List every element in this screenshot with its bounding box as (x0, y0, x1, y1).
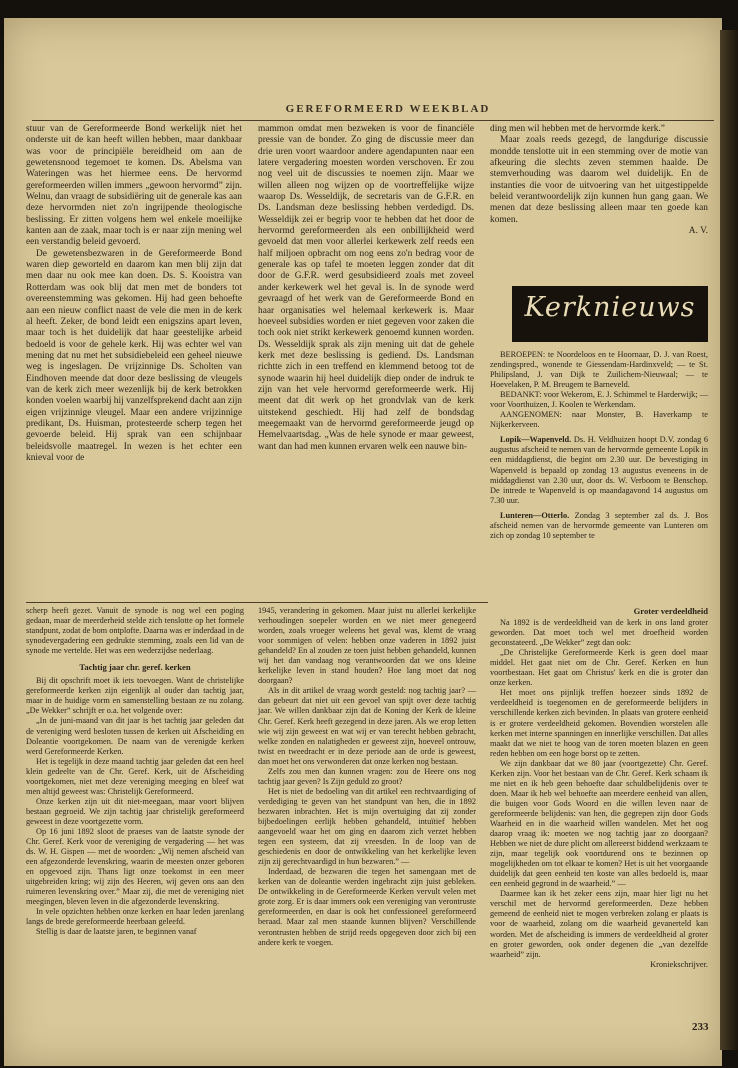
lower-column-1 (26, 606, 244, 938)
paragraph: We zijn dankbaar dat we 80 jaar (voortgezette) Chr. Geref. Kerken zijn. Voor het bestaan van de Chr. Geref. Kerk schaam ik me niet en ik heb geen behoefte daar schuldbelijdenis over te doen. Maar ik heb wel behoefte aan meerdere eenheid van allen, die buigen voor Gods Woord en die willen leven naar de gereformeerde belijdenis: van hen, die gegrepen zijn door Gods Waarheid en in die waarheid willen wandelen. Met het oog daarop vraag ik: moeten we nog tachtig jaar zo doorgaan? Hebben we niet de dure plicht om allereerst biddend werkzaam te zijn, maar tegelijk ook voortdurend ons te bezinnen op mogelijkheden om tot elkaar te komen? Het is uit het voorgaande duidelijk dat geen eenheid ten koste van alles bedoeld is, maar een eenheid gegrond in de waarheid.” — (490, 758, 708, 889)
paragraph: Op 16 juni 1892 sloot de praeses van de laatste synode der Chr. Geref. Kerk voor de vereniging de vergadering — het was ds. W. H. Gispen — met de woorden: „Wij nemen afscheid van een afgezonderde levenskring, waarin de meesten onzer geboren en opgevoed zijn. Thans ligt onze toekomst in een meer uitgebreiden kring; wij zijn des Heeren, wij geven ons aan den ruimeren levenskring over.” Maar zij, die met de vereniging niet meegingen, bleven leven in die afgezonderde levenskring. (26, 826, 244, 907)
paragraph: Als in dit artikel de vraag wordt gesteld: nog tachtig jaar? — dan gebeurt dat niet uit een gevoel van spijt over deze tachtig jaar. We willen dankbaar zijn dat de Koning der Kerk de kleine Chr. Geref. Kerk heeft gezegend in deze jaren. Als we erop letten wie wij zijn geweest en wat wij er van terecht hebben gebracht, welke zonden en nalatigheden er geweest zijn, hoeveel ontrouw, twist en tweedracht er in deze periode aan de orde is geweest, dan moet het ons verwonderen dat onze kerken nog bestaan. (258, 686, 476, 766)
paragraph: BEDANKT: voor Wekerom, E. J. Schimmel te Harderwijk; — voor Voorthuizen, J. Koolen te Werkendam. (490, 390, 708, 410)
signature: A. V. (688, 226, 708, 237)
paragraph: Bij dit opschrift moet ik iets toevoegen. Want de christelijke gereformeerde kerken zijn eigenlijk al ouder dan tachtig jaar, maar in de huidige vorm en samenstelling bestaan ze nu zolang. „De Wekker” schrijft er o.a. het volgende over: (26, 676, 244, 716)
paragraph: In vele opzichten hebben onze kerken en haar leden jarenlang langs de brede gereformeerde heerbaan geleefd. (26, 907, 244, 927)
kerknieuws-column (490, 350, 708, 541)
news-item-text: Ds. H. Veldhuizen hoopt D.V. zondag 6 augustus afscheid te nemen van de hervormde gemeente Lopik in een middagdienst, die begint om 2.30 uur. De bevestiging in Wapenveld is bepaald op zondag 13 augustus eveneens in de middagdienst van 2.30 uur, door ds. W. Verboom te Benschop. De intrede te Wapenveld is op maandagavond 14 augustus om 7.30 uur. (490, 435, 708, 505)
newspaper-page (4, 18, 722, 1066)
signature: Kroniekschrijver. (650, 959, 708, 969)
paragraph: Na 1892 is de verdeeldheid van de kerk in ons land groter geworden. Dat moet toch wel met droefheid worden geconstateerd. „De Wekker” zegt dan ook: (490, 618, 708, 648)
news-item-text: Zondag 3 september zal ds. J. Bos afscheid nemen van de hervormde gemeente van Lunteren om zich op zondag 10 september te (490, 510, 708, 540)
page-header: GEREFORMEERD WEEKBLAD (285, 103, 491, 115)
kerknieuws-title: Kerknieuws (524, 292, 696, 323)
paragraph: Onze kerken zijn uit dit niet-meegaan, maar voort blijven bestaan gegroeid. We zijn tachtig jaar christelijk gereformeerd geweest in deze voortgezette vorm. (26, 796, 244, 826)
paragraph: Maar zoals reeds gezegd, de langdurige discussie mondde tenslotte uit in een stemming over de motie van afkeuring die slechts zeven stemmen haalde. De stemverhouding was daarom wel duidelijk. En de instanties die voor de uitvoering van het uitgestippelde beleid verantwoordelijk zijn kunnen hun gang gaan. We menen dat deze beslissing alleen maar ten goede kan komen. (490, 135, 708, 225)
page-number: 233 (692, 1021, 709, 1033)
news-item (490, 511, 708, 541)
paragraph: Inderdaad, de bezwaren die tegen het samengaan met de kerken van de doleantie werden ingebracht zijn juist gebleken. De ontwikkeling in de Gereformeerde Kerken vervult velen met grote zorg. Er is daar immers ook een vereniging van verontruste gereformeerden, en daar is ook het confessioneel gereformeerd beraad. Maar zal men staande kunnen blijven? Verschillende verontrusten hebben de strijd reeds opgegeven door zich bij een andere kerk te voegen. (258, 867, 476, 947)
paragraph: De gewetensbezwaren in de Gereformeerde Bond waren diep geworteld en daarom kan men blij zijn dat men daar nu ook mee kan doen. Ds. S. Kooistra van Rotterdam was ook blij dat men met de bonders tot overeenstemming was gekomen. Hij had geen behoefte aan een nieuw conflict naast de vele die men in de kerk al heeft. Zeker, de bond leidt een enigszins apart leven, maar toch is het duidelijk dat haar geestelijke arbeid bedoeld is voor de gehele kerk. Hij was echter wel van mening dat nu met het subsidiebeleid een geheel nieuwe weg is ingeslagen. De vrijzinnige Ds. Scholten van Eindhoven meende dat door deze beslissing de vleugels van de kerk zich meer wezenlijk bij de kerk betrokken konden voelen waarbij hij vanzelfsprekend dacht aan zijn eigen vrijzinnige vleugel. Maar een andere vrijzinnige predikant, Ds. Huisman, protesteerde scherp tegen het gevoerde beleid. Hij sprak van een schijnbaar beleidsvolle maatregel. In wezen is het echter een knieval voor de (26, 248, 242, 463)
paragraph: scherp heeft gezet. Vanuit de synode is nog wel een poging gedaan, maar de meerderheid stelde zich tenslotte op het formele standpunt, zodat de bom ontplofte. Daarna was er inderdaad in de synodevergadering een gedrukte stemming, zoals een lid van de synode me vertelde. Het was een wederzijdse nederlaag. (26, 606, 244, 656)
paragraph: Het moet ons pijnlijk treffen hoezeer sinds 1892 de verdeeldheid is toegenomen en de gereformeerde belijders in verschillende kerken zich bevinden. In plaats van grotere eenheid is er grotere verdeeldheid gekomen. Bovendien worstelen alle kerken met interne spanningen en innerlijke verschillen. Dat alles maakt dat we niet te hoog van de toren moeten blazen en geen reden hebben om een hoge borst op te zetten. (490, 688, 708, 758)
paragraph: Daarmee kan ik het zeker eens zijn, maar hier ligt nu het verschil met de hervormd gereformeerden. Deze hebben gemeend de eenheid niet te mogen verbreken zolang er plaats is voor de waarheid, zolang om die waarheid gevanerteld kan worden. Met de afscheiding is immers de verdeeldheid al groter en groter geworden, ook onder degenen die „van dezelfde waarheid” zijn. (490, 889, 708, 959)
news-item-place: Lunteren—Otterlo. (500, 510, 570, 520)
paragraph: mammon omdat men bezweken is voor de financiële pressie van de bonder. Zo ging de discussie meer dan drie uren voort waardoor andere agendapunten naar een latere vergadering moesten worden verschoven. Er zou nog veel uit de discussies te noemen zijn. Maar we willen alleen nog wijzen op de voortreffelijke wijze waarop Ds. Wesseldijk, de secretaris van de G.F.R. en Ds. Landsman deze beslissing hebben verdedigd. Ds. Wesseldijk zei er begrip voor te hebben dat het door de hervormd gereformeerden als een onbillijkheid werd gevoeld dat men voor allerlei kerkewerk zelf reeds een half miljoen opbracht om nog eens zo'n bedrag voor de generale kas op tafel te moeten leggen zonder dat dit door de G.F.R. werd gesubsidieerd zoals met zoveel ander kerkewerk wel het geval is. In de synode werd gevraagd of het werk van de Gereformeerde Bond en haar organisaties wel helemaal kerkewerk is. Maar hoeveel subsidies worden er niet gegeven voor zaken die toch ook niet strikt kerkewerk genoemd kunnen worden. Ds. Wesseldijk sprak als zijn mening uit dat de gehele kerk met deze beslissing is gediend. Ds. Landsman richtte zich in een treffend en klemmend betoog tot de synode waarin hij heel duidelijk diep onder de indruk te zijn van het vele hervormd gereformeerde werk. Hij meent dat dit werk op het grondvlak van de kerk uitstekend geschiedt. Hij had zelf de bondsdag meegemaakt van de hervormd gereformeerde jeugd op Hemelvaartsdag. „Was de hele synode er maar geweest, want dan had men kunnen ervaren welk een nauwe bin- (258, 124, 474, 452)
paragraph: BEROEPEN: te Noordeloos en te Hoornaar, D. J. van Roest, zendingspred., wonende te Giessendam-Hardinxveld; — te St. Philipsland, J. van Dijk te Zuilichem-Nieuwaal; — te Hoevelaken, P. M. Breugem te Barneveld. (490, 350, 708, 390)
paragraph: Het is tegelijk in deze maand tachtig jaar geleden dat een heel klein gedeelte van de Chr. Geref. Kerk, uit de Afscheiding voortgekomen, niet met deze vereniging meeging en bleef wat men altijd geweest was: Christelijk Gereformeerd. (26, 756, 244, 796)
paragraph: Stellig is daar de laatste jaren, te beginnen vanaf (36, 927, 197, 937)
kerknieuws-banner (512, 286, 708, 342)
news-item-place: Lopik—Wapenveld. (500, 435, 572, 445)
paragraph: stuur van de Gereformeerde Bond werkelijk niet het onderste uit de kan heeft willen hebben, maar dankbaar was voor de principiële bereidheid om aan de gewetensnood tegemoet te komen. Ds. Abelsma van Wateringen was het hiermee eens. De hervormd gereformeerden willen immers „gewoon hervormd” zijn. Welnu, dan vraagt de subsidiëring uit de generale kas aan deze hervormden niet zo'n ingrijpende theologische beslissing. Er zitten volgens hem wel enkele moeilijke kanten aan de zaak, maar toch is er naar zijn mening wel een verstandig beleid gevoerd. (26, 124, 242, 248)
lower-column-2 (258, 606, 476, 948)
header-rule (32, 120, 714, 121)
column-2 (258, 124, 474, 453)
column-1 (26, 124, 242, 464)
column-3 (490, 124, 708, 237)
lower-column-3 (490, 606, 708, 970)
paragraph: ding men wil hebben met de hervormde kerk.” (490, 124, 665, 134)
section-heading: Tachtig jaar chr. geref. kerken (79, 662, 191, 673)
section-heading: Groter verdeeldheid (633, 606, 708, 616)
paragraph: Zelfs zou men dan kunnen vragen: zou de Heere ons nog tachtig jaar geven? Is Zijn geduld zo groot? (258, 766, 476, 786)
news-item (490, 435, 708, 505)
book-spine-shadow (720, 30, 738, 1050)
paragraph: Het is niet de bedoeling van dit artikel een rechtvaardiging of verdediging te geven van het standpunt van hen, die in 1892 bezwaren inbrachten. Het is mijn overtuiging dat zij zonder bijbedoelingen eerlijk hebben gehandeld, intuïtief hebben aangevoeld waar het om ging en daarom zich verzet hebben tegen een systeem, dat zij vreesden. In de loop van de geschiedenis en door de ontwikkeling van het kerkelijke leven zijn zij gerechtvaardigd in hun bezwaren.” — (258, 786, 476, 867)
section-divider (26, 602, 488, 603)
paragraph: „In de juni-maand van dit jaar is het tachtig jaar geleden dat de vereniging werd besloten tussen de kerken uit Afscheiding en Doleantie voortgekomen. De naam van de verenigde kerken werd Gereformeerde Kerken. (26, 716, 244, 756)
paragraph: „De Christelijke Gereformeerde Kerk is geen doel maar middel. Het gaat niet om de Chr. Geref. Kerken en hun voortbestaan. Het gaat om Christus' kerk en die is groter dan onze kerken. (490, 648, 708, 688)
paragraph: AANGENOMEN: naar Monster, B. Haverkamp te Nijkerkerveen. (490, 410, 708, 430)
paragraph: 1945, verandering in gekomen. Maar juist nu allerlei kerkelijke verhoudingen soepeler worden en we niet meer genegeerd worden, zoals vroeger weleens het geval was, klemt de vraag voor sommigen of velen: hebben onze vaderen in 1892 juist gehandeld? En al zouden ze toen juist hebben gehandeld, kunnen wij het dan vandaag nog verantwoorden dat we ons kleine kerkelijke leven in stand houden? Hoe lang moet dat nog doorgaan? (258, 606, 476, 686)
